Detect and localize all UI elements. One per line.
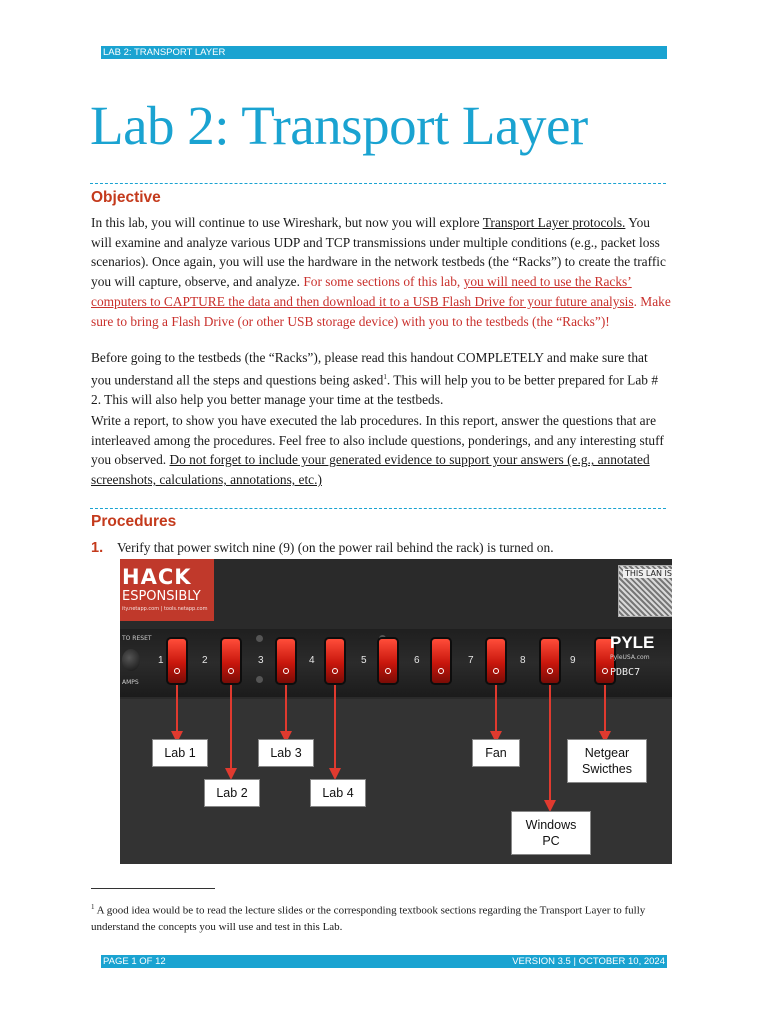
label-line: PC — [542, 834, 560, 848]
brand-logo: PYLE — [610, 633, 655, 652]
step-text: Verify that power switch nine (9) (on the power rail behind the rack) is turned on. — [117, 540, 554, 555]
objective-paragraph-2 — [91, 348, 671, 410]
label-line: Swicthes — [581, 762, 633, 776]
switch-number: 4 — [309, 655, 315, 666]
running-title: LAB 2: TRANSPORT LAYER — [103, 47, 226, 58]
step-number: 1. — [91, 540, 104, 556]
footnote-rule — [91, 888, 215, 889]
procedures-heading: Procedures — [91, 513, 177, 530]
header-bar — [101, 46, 667, 59]
procedure-step-1 — [91, 538, 671, 558]
label-windows-pc — [511, 811, 591, 855]
switch-number: 8 — [520, 655, 526, 666]
red-underlined-text: you will need to use the Racks’ computers to CAPTURE the data and then download it to a USB Flash Drive for your future analysis — [91, 274, 634, 309]
banner-text: ESPONSIBLY — [122, 589, 201, 604]
text-span: Write a report, to show you have executed the lab procedures. In this report, answer the questions that are interleaved among the procedures. Feel free to also include questions, ponderings, and any interesting stuff you observed. — [91, 413, 664, 468]
objective-paragraph-3 — [91, 411, 671, 490]
reset-label: TO RESET — [122, 635, 152, 642]
red-text: . Make sure to bring a Flash Drive (or other USB storage device) with you to the testbeds (the “Racks”)! — [91, 293, 671, 329]
footnote-marker[interactable]: 1 — [383, 372, 387, 381]
section-divider — [90, 183, 666, 184]
red-text: For some sections of this lab, — [303, 274, 464, 290]
switch-number: 6 — [414, 655, 420, 666]
banner-text: ity.netapp.com | tools.netapp.com — [122, 606, 208, 612]
section-divider — [90, 508, 666, 509]
model-number: PDBC7 — [610, 667, 641, 678]
objective-heading: Objective — [91, 189, 161, 206]
brand-url: PyleUSA.com — [610, 654, 650, 661]
label-fan: Fan — [472, 739, 520, 767]
label-lab1: Lab 1 — [152, 739, 208, 767]
label-lab4: Lab 4 — [310, 779, 366, 807]
label-netgear-switches — [567, 739, 647, 783]
page-number: PAGE 1 OF 12 — [103, 956, 166, 967]
version-date: VERSION 3.5 | OCTOBER 10, 2024 — [512, 956, 665, 967]
sticker-text: THIS LAN IS — [625, 569, 672, 578]
text-span: Before going to the testbeds (the “Racks”), please read this handout COMPLETELY and make sure that you understand all the steps and questions being asked — [91, 350, 648, 388]
switch-number: 5 — [361, 655, 367, 666]
switch-number: 7 — [468, 655, 474, 666]
power-strip-figure — [120, 559, 672, 864]
text-span: You will examine and analyze various UDP and TCP transmissions under multiple conditions (e.g., packet loss scenarios). Once again, you will use the hardware in the network testbeds (the “Racks”) to create the traffic you will capture, observe, and analyze. — [91, 215, 666, 290]
label-lab3: Lab 3 — [258, 739, 314, 767]
switch-number: 3 — [258, 655, 264, 666]
label-line: Windows — [525, 818, 577, 832]
footnote-text: A good idea would be to read the lecture slides or the corresponding textbook sections regarding the Transport Layer to fully understand the concepts you will use and test in this Lab. — [91, 904, 646, 933]
switch-number: 2 — [202, 655, 208, 666]
page-title: Lab 2: Transport Layer — [90, 95, 588, 156]
label-line: Netgear — [584, 746, 630, 760]
footnote — [91, 899, 671, 935]
banner-text: HACK — [122, 565, 192, 589]
switch-number: 9 — [570, 655, 576, 666]
amps-label: AMPS — [122, 679, 139, 686]
objective-paragraph-1 — [91, 213, 671, 331]
transport-layer-link[interactable]: Transport Layer protocols. — [482, 215, 626, 230]
footnote-number: 1 — [91, 903, 95, 911]
text-span: In this lab, you will continue to use Wireshark, but now you will explore — [91, 215, 483, 230]
text-span: . This will help you to be better prepared for Lab # 2. This will also help you better manage your time at the testbeds. — [91, 372, 659, 407]
footer-bar — [101, 955, 667, 968]
switch-number: 1 — [158, 655, 164, 666]
label-lab2: Lab 2 — [204, 779, 260, 807]
underlined-text: Do not forget to include your generated evidence to support your answers (e.g., annotated screenshots, calculations, annotations, etc.) — [91, 452, 650, 488]
